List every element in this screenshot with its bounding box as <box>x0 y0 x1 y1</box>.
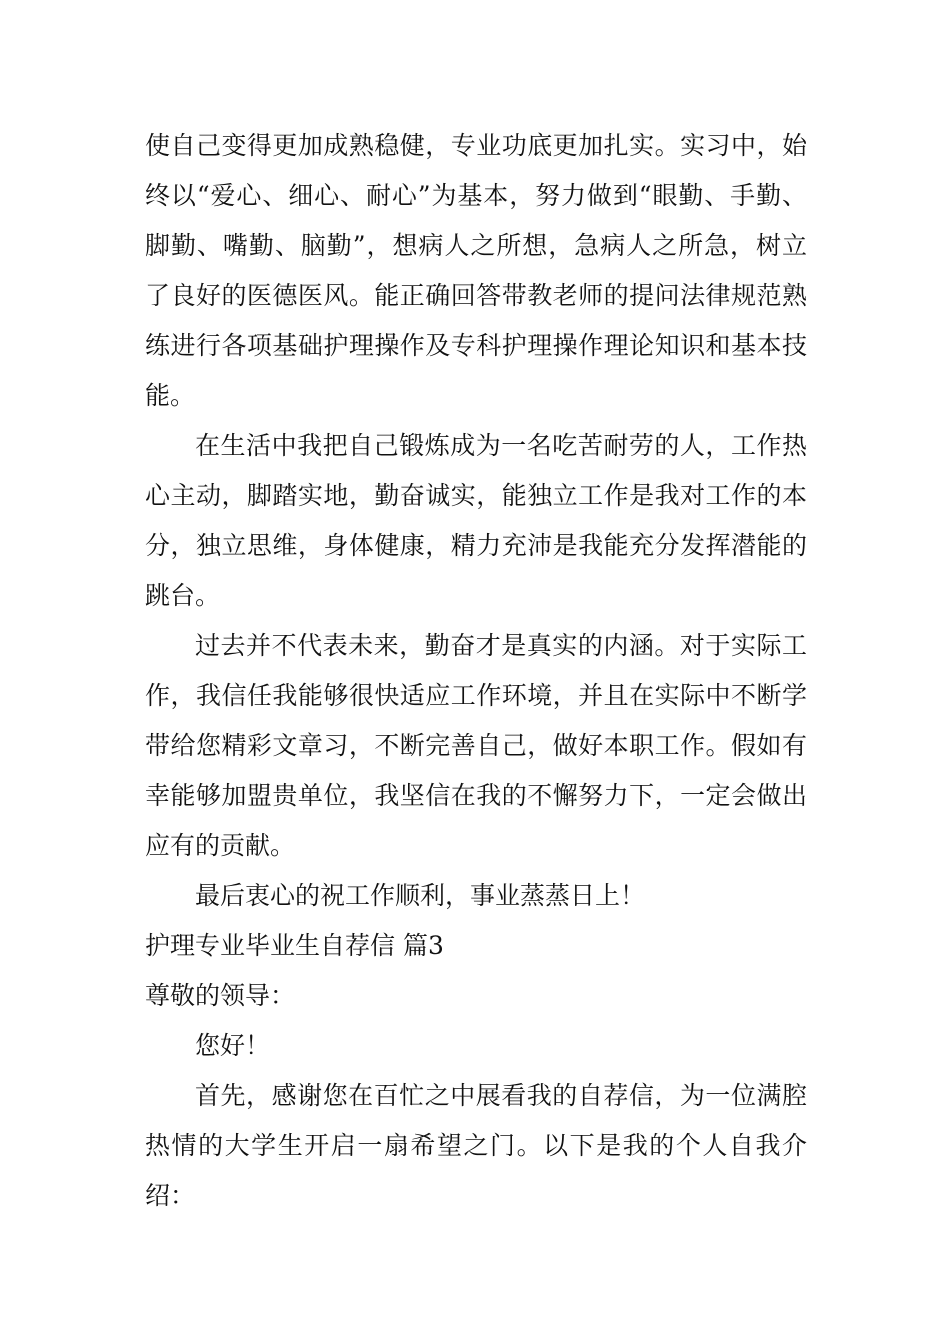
paragraph-closing-wish: 最后衷心的祝工作顺利，事业蒸蒸日上！ <box>195 881 646 910</box>
paragraph-intro: 首先，感谢您在百忙之中展看我的自荐信，为一位满腔热情的大学生开启一扇希望之门。以下是我的个人自我介绍： <box>145 1081 807 1210</box>
section-title: 护理专业毕业生自荐信 篇3 <box>145 931 444 960</box>
greeting: 您好！ <box>195 1031 271 1060</box>
salutation: 尊敬的领导： <box>145 981 296 1010</box>
paragraph-life: 在生活中我把自己锻炼成为一名吃苦耐劳的人，工作热心主动，脚踏实地，勤奋诚实，能独立工作是我对工作的本分，独立思维，身体健康，精力充沛是我能充分发挥潜能的跳台。 <box>145 431 807 610</box>
paragraph-future: 过去并不代表未来，勤奋才是真实的内涵。对于实际工作，我信任我能够很快适应工作环境，并且在实际中不断学带给您精彩文章习，不断完善自己，做好本职工作。假如有幸能够加盟贵单位，我坚信在我的不懈努力下，一定会做出应有的贡献。 <box>145 631 807 860</box>
document-body <box>145 121 807 1221</box>
paragraph-internship: 使自己变得更加成熟稳健，专业功底更加扎实。实习中，始终以“爱心、细心、耐心”为基本，努力做到“眼勤、手勤、脚勤、嘴勤、脑勤”，想病人之所想，急病人之所急，树立了良好的医德医风。能正确回答带教老师的提问法律规范熟练进行各项基础护理操作及专科护理操作理论知识和基本技能。 <box>145 131 807 410</box>
